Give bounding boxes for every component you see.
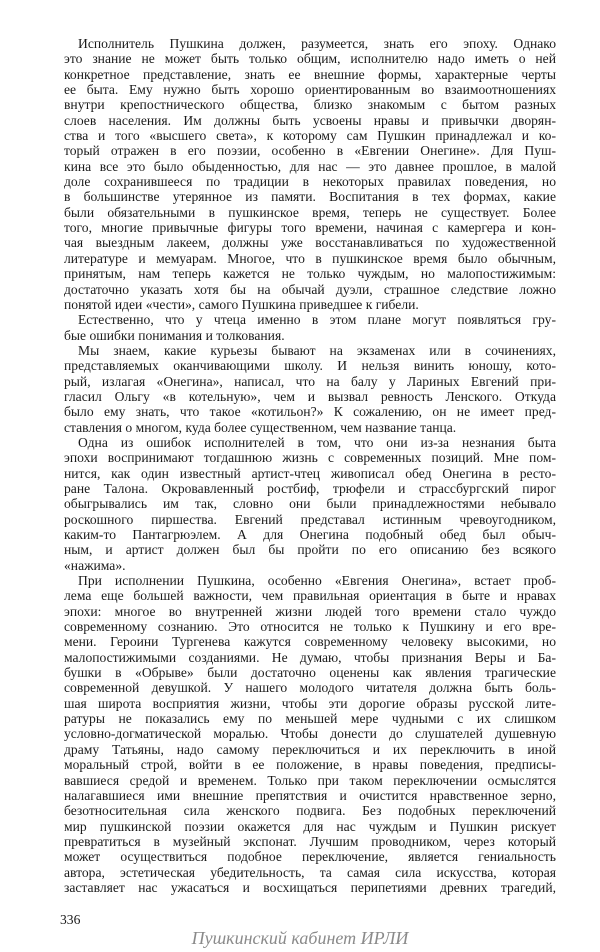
page-number: 336 [60, 912, 81, 927]
text-line: современной девушкой. У нашего молодого читателя должна быть боль- [64, 680, 556, 696]
text-line: гласил Ольгу «в котельную», чем и вызвал ревность Ленского. Откуда [64, 388, 556, 404]
text-line: бые ошибки понимания и толкования. [64, 327, 285, 343]
text-line: ства и того «высшего света», к которому сам Пушкин принадлежал и ко- [64, 128, 556, 144]
text-line: заставляет нас ужасаться и восхищаться перипетиями древних трагедий, [64, 879, 556, 895]
text-line: Исполнитель Пушкина должен, разумеется, знать его эпоху. Однако [78, 36, 556, 51]
text-line: ране Талона. Окровавленный ростбиф, трюфели и страссбургский пирог [64, 480, 556, 496]
text-line: Мы знаем, какие курьезы бывают на экзаменах или в сочинениях, [78, 342, 556, 358]
text-line: моральный строй, войти в ее положение, в нравы поведения, предписы- [64, 757, 556, 773]
paragraph [64, 36, 556, 312]
text-line: превратиться в музейный экспонат. Лучшим проводником, через который [64, 833, 556, 849]
text-line: роскошного пиршества. Евгений представал истинным чревоугодником, [64, 511, 556, 527]
text-line: кина все это было обыденностью, для нас — это давнее прошлое, в малой [64, 158, 556, 174]
text-line: в большинстве утерянное из памяти. Воспитания в тех формах, какие [64, 189, 556, 205]
text-line: обыгрывались им так, словно они были принадлежностями небывало [64, 496, 556, 512]
text-line: это знание не может быть только общим, исполнителю надо иметь о ней [64, 51, 556, 67]
text-line: бушки в «Обрыве» были достаточно оценены как явления трагические [64, 665, 556, 681]
text-line: нится, как один известный артист-чтец живописал обед Онегина в ресто- [64, 465, 556, 481]
text-line: драму Татьяны, надо самому переключиться и их переключить в иной [64, 741, 556, 757]
text-line: мир пушкинской поэзии окажется для нас чуждым и Пушкин рискует [64, 818, 556, 834]
text-line: автора, эстетическая убедительность, та самая сила искусства, которая [64, 864, 556, 880]
text-line: доле сохранившееся по традиции в некоторых правилах поведения, но [64, 174, 556, 190]
text-line: шая широта восприятия жизни, чтобы эти дорогие образы русской лите- [64, 695, 556, 711]
text-line: современному сознанию. Это относится не только к Пушкину и его вре- [64, 619, 556, 635]
text-line: понятой идеи «чести», самого Пушкина приведшее к гибели. [64, 296, 419, 312]
text-line: ратуры не показались ему по меньшей мере чудными с их слишком [64, 711, 556, 727]
text-line: безотносительная сила женского подвига. Без подобных переключений [64, 803, 556, 819]
text-line: вавшиеся средой и временем. Только при таком переключении осмыслятся [64, 772, 556, 788]
text-line: литературе и мемуарам. Многое, что в пушкинское время было обычным, [64, 250, 556, 266]
text-line: Одна из ошибок исполнителей в том, что они из-за незнания быта [78, 434, 556, 450]
text-line: каким-то Пантагрюэлем. А для Онегина подобный обед был обыч- [64, 527, 556, 542]
text-line: слоев населения. Им должны быть усвоены нравы и привычки дворян- [64, 112, 556, 128]
text-line: было ему знать, что такое «котильон?» К сожалению, он не имеет пред- [64, 404, 556, 420]
paragraph [64, 573, 556, 895]
watermark-footer: Пушкинский кабинет ИРЛИ [191, 928, 409, 948]
text-line: чая выездным лакеем, должны уже восстанавливаться по художественной [64, 235, 556, 251]
paragraph [64, 312, 556, 343]
text-line: условно-догматической моралью. Чтобы донести до слушателей душевную [64, 726, 556, 742]
text-line: рый, излагая «Онегина», написал, что на балу у Лариных Евгений при- [64, 373, 556, 389]
paragraph [64, 435, 556, 573]
text-line: «нажима». [64, 557, 126, 573]
text-line: ее быта. Ему нужно быть хорошо ориентированным во взаимоотношениях [64, 82, 556, 98]
paragraph [64, 343, 556, 435]
text-line: представляемых оканчивающими школу. И нельзя винить юношу, кото- [64, 358, 556, 374]
text-line: торый отражен в его поэзии, особенно в «Евгении Онегине». Для Пуш- [64, 143, 556, 159]
text-line: эпохи воспринимают тогдашнюю жизнь с современных позиций. Мне пом- [64, 450, 556, 466]
text-line: При исполнении Пушкина, особенно «Евгения Онегина», встает проб- [78, 573, 556, 589]
text-line: мени. Героини Тургенева кажутся современному человеку высокими, но [64, 634, 556, 650]
body-text [64, 36, 556, 895]
text-line: ным, и артист должен был бы пройти по его описанию без всякого [64, 542, 556, 558]
text-line: были обязательными в пушкинское время, теперь не существует. Более [64, 204, 556, 220]
text-line: принятым, нам теперь кажется не только чуждым, но малопостижимым: [64, 266, 556, 282]
text-line: конкретное представление, знать ее внешние формы, характерные черты [64, 66, 556, 82]
text-line: того, многие привычные фигуры того времени, начиная с камергера и кон- [64, 220, 556, 236]
text-line: малопостижимыми созданиями. Не думаю, чтобы признания Веры и Ба- [64, 649, 556, 665]
text-line: ставления о многом, куда более существенном, чем название танца. [64, 419, 457, 435]
text-line: может осуществиться подобное переключение, является гениальность [64, 849, 556, 865]
text-line: Естественно, что у чтеца именно в этом плане могут появляться гру- [78, 312, 556, 328]
text-line: эпохи: многое во внутренней жизни людей того времени стало чуждо [64, 603, 556, 619]
text-line: внутри крепостнического общества, близко знакомым с бытом разных [64, 97, 556, 113]
text-line: налагавшиеся ими внешние препятствия и очистится нравственное зерно, [64, 787, 556, 803]
text-line: достаточно указать хотя бы на обычай дуэли, страшное следствие ложно [64, 281, 556, 297]
text-line: лема еще большей важности, чем правильная ориентация в быте и нравах [64, 588, 556, 604]
